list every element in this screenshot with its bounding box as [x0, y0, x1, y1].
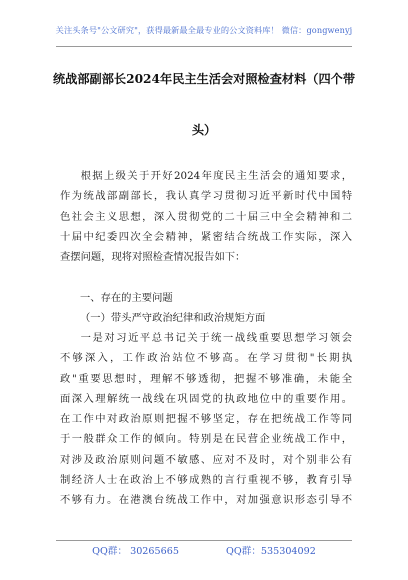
body-line: 在工作中对政治原则把握不够坚定，存在把统战工作等同	[60, 413, 352, 426]
body-line: 一是对习近平总书记关于统一战线重要思想学习领会	[80, 332, 352, 344]
intro-line: 查摆问题，现将对照检查情况报告如下：	[60, 251, 246, 264]
body-line: 不够深入，工作政治站位不够高。在学习贯彻"长期执	[60, 352, 352, 365]
intro-paragraph	[60, 166, 352, 267]
footer-divider	[56, 540, 352, 541]
body-paragraph	[60, 328, 352, 511]
body-line: 对涉及政治原则问题不敏感、应对不及时，对个别非公有	[60, 453, 352, 466]
footer-qq-group-2: QQ群：535304092	[226, 546, 316, 557]
body-line: 面深入理解统一战线在巩固党的执政地位中的重要作用。	[60, 392, 352, 405]
body-line: 政"重要思想时，理解不够透彻，把握不够准确，未能全	[60, 372, 352, 385]
header-banner: 关注头条号"公文研究"，获得最新最全最专业的公文资料库！ 微信：gongwenyj	[55, 25, 353, 35]
intro-line: 色社会主义思想，深入贯彻党的二十届三中全会精神和二	[60, 210, 352, 223]
footer	[0, 543, 408, 557]
subsection-heading: （一）带头严守政治纪律和政治规矩方面	[80, 312, 266, 324]
intro-line: 作为统战部副部长，我认真学习贯彻习近平新时代中国特	[60, 190, 352, 203]
body-line: 制经济人士在政治上不够成熟的言行重视不够，教育引导	[60, 474, 352, 487]
section-heading: 一、存在的主要问题	[80, 292, 173, 304]
intro-line: 根据上级关于开好2024年度民主生活会的通知要求，	[80, 170, 352, 182]
document-title-line-2: 头）	[191, 123, 217, 137]
body-line: 于一般群众工作的倾向。特别是在民营企业统战工作中，	[60, 433, 352, 446]
header-divider	[56, 46, 352, 47]
footer-qq-group-1: QQ群： 30265665	[92, 546, 179, 557]
body-line: 不够有力。在港澳台统战工作中，对加强意识形态引导不	[60, 494, 352, 507]
document-title-line-1: 统战部副部长2024年民主生活会对照检查材料（四个带	[52, 72, 356, 86]
intro-line: 十届中纪委四次全会精神，紧密结合统战工作实际，深入	[60, 230, 352, 243]
